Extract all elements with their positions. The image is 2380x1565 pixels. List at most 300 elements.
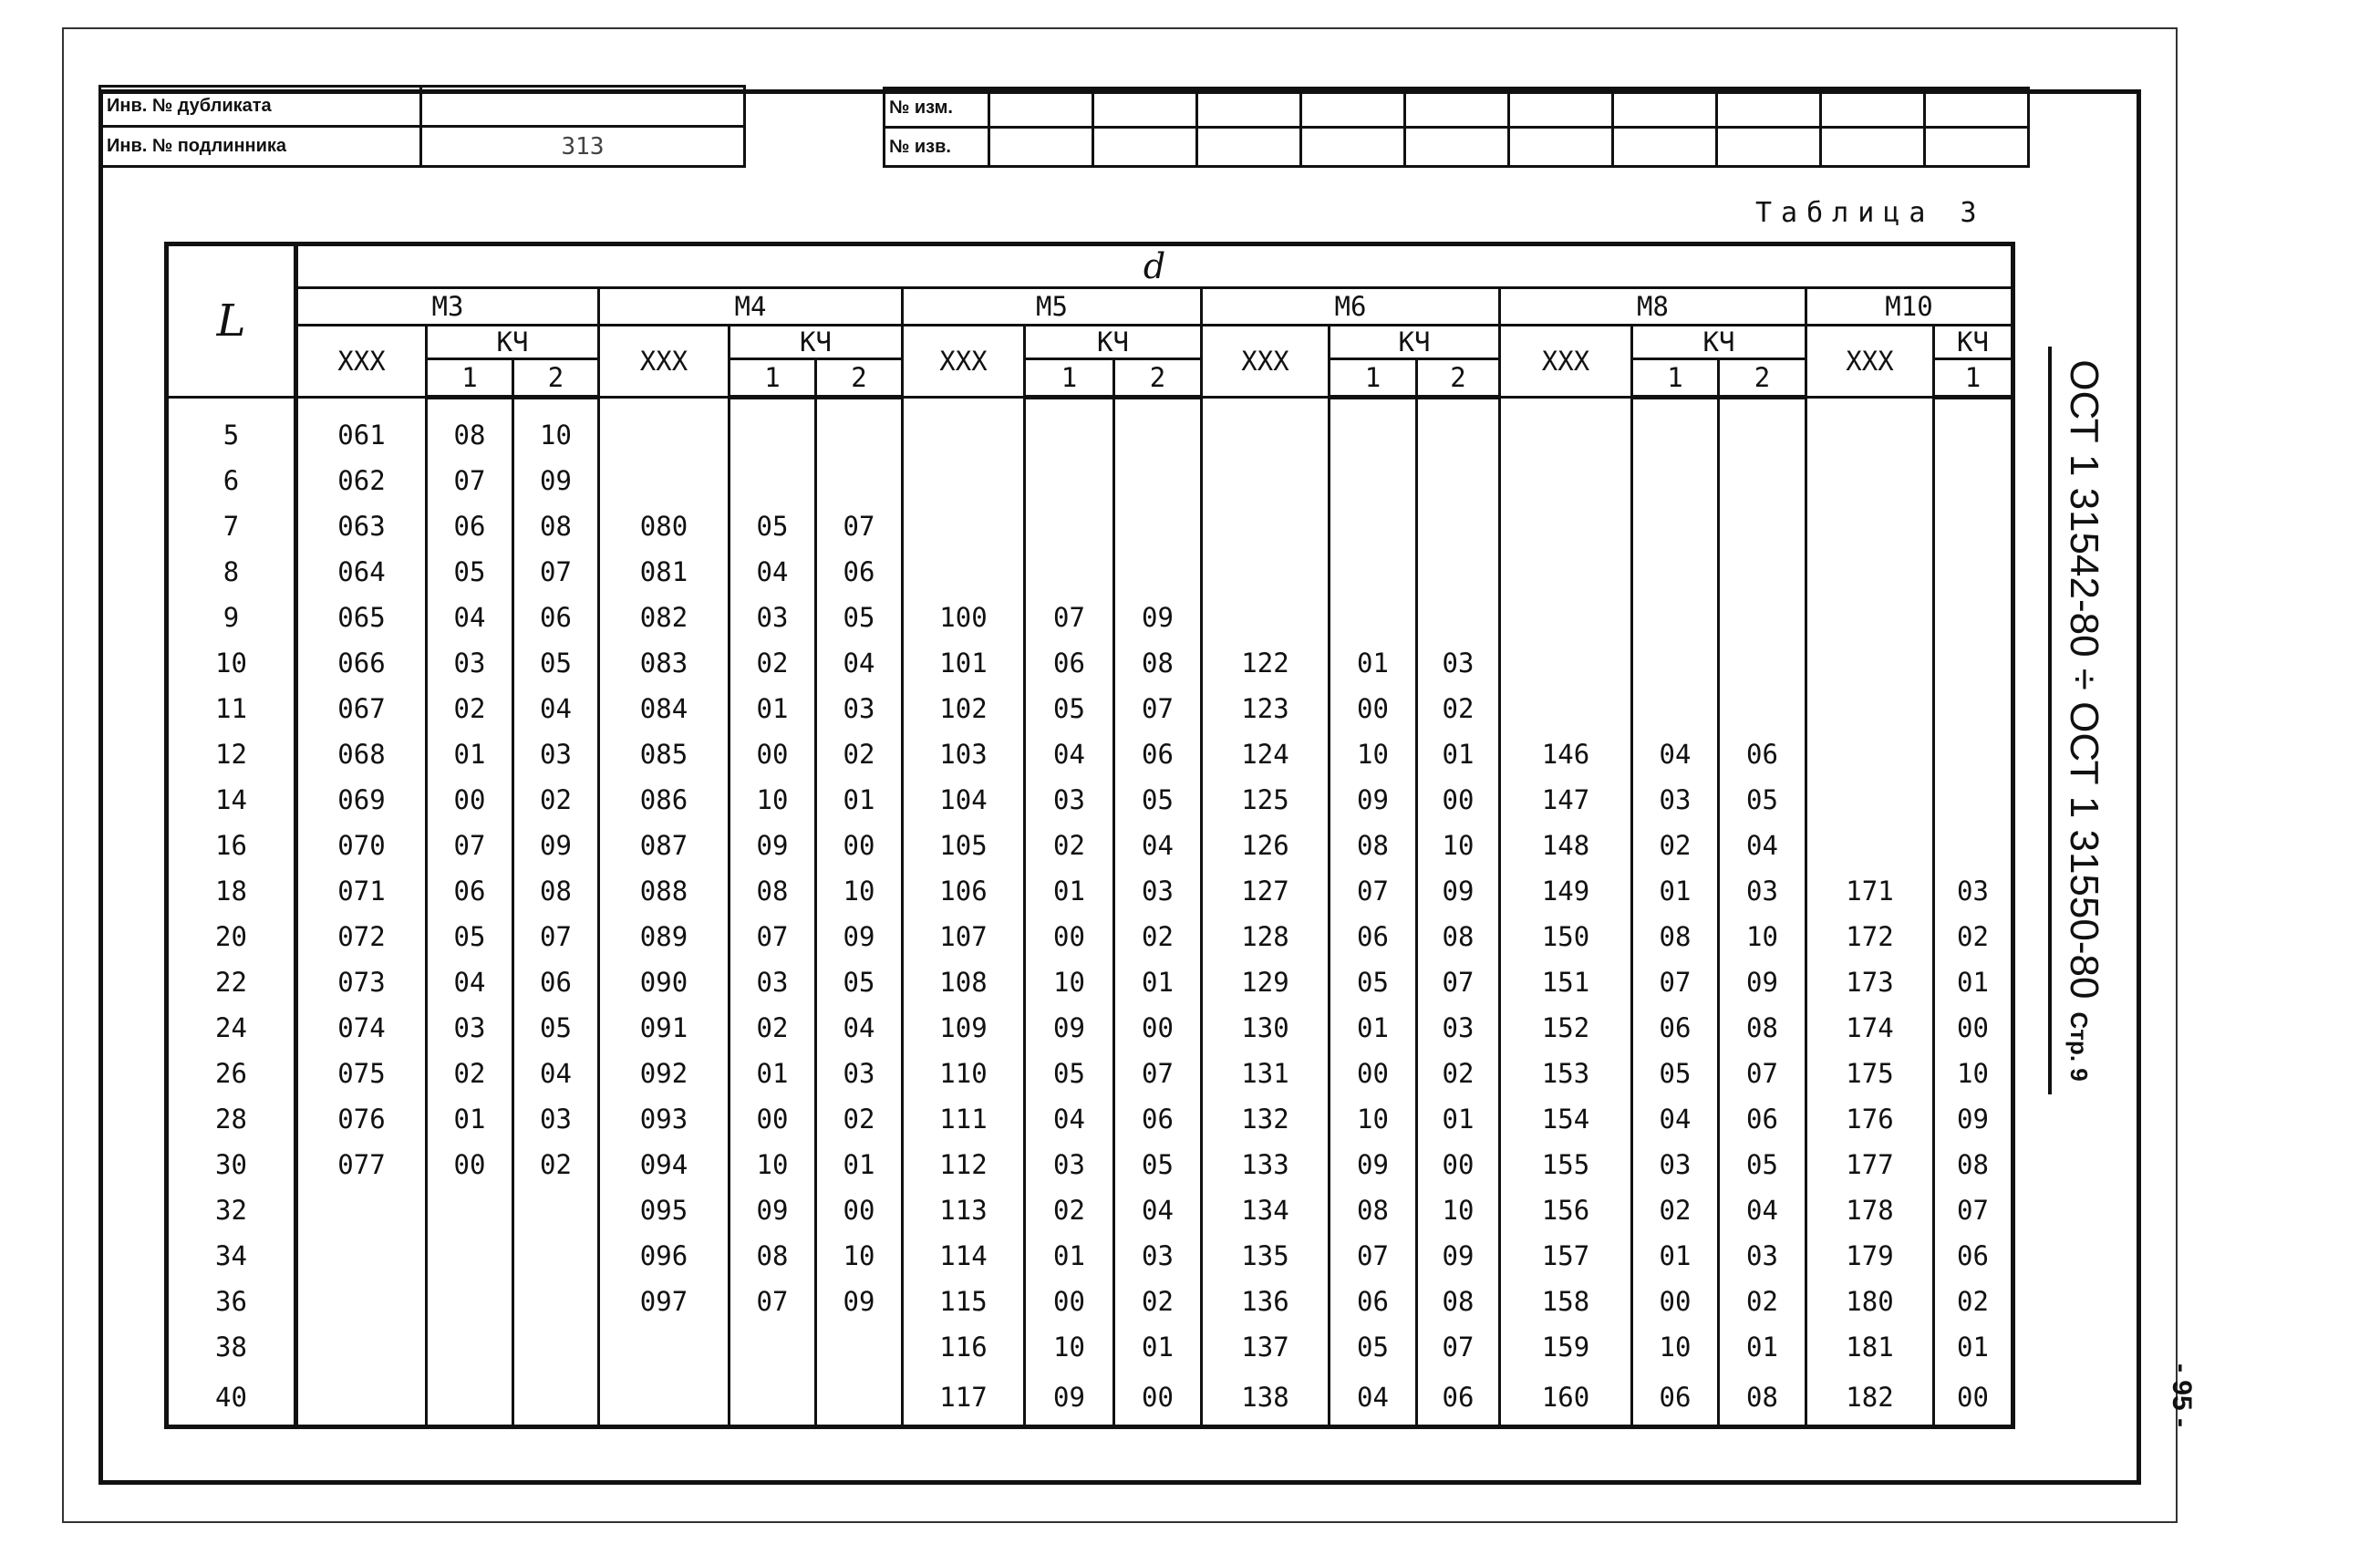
value-cell	[1500, 458, 1632, 503]
value-cell: 05	[816, 595, 903, 640]
value-cell	[1330, 549, 1417, 595]
value-cell: 06	[1417, 1370, 1500, 1427]
value-cell: 153	[1500, 1051, 1632, 1096]
value-cell: 03	[1934, 868, 2013, 914]
value-cell	[1934, 595, 2013, 640]
value-cell: 06	[1330, 914, 1417, 959]
value-cell: 03	[730, 959, 816, 1005]
value-cell: 093	[599, 1096, 730, 1142]
value-cell: 09	[1330, 777, 1417, 823]
value-cell	[1934, 503, 2013, 549]
kch-sub-header: 2	[1114, 359, 1202, 398]
value-cell: 126	[1202, 823, 1330, 868]
value-cell	[816, 398, 903, 459]
value-cell: 180	[1806, 1279, 1934, 1324]
value-cell: 02	[1114, 1279, 1202, 1324]
value-cell: 129	[1202, 959, 1330, 1005]
kch-header: КЧ	[1632, 326, 1806, 359]
value-cell: 02	[1934, 1279, 2013, 1324]
change-cell	[1821, 88, 1925, 128]
value-cell: 04	[1114, 823, 1202, 868]
value-cell: 106	[903, 868, 1025, 914]
value-cell: 160	[1500, 1370, 1632, 1427]
kch-sub-header: 1	[1632, 359, 1719, 398]
value-cell	[1202, 398, 1330, 459]
length-cell: 36	[167, 1279, 296, 1324]
value-cell: 152	[1500, 1005, 1632, 1051]
table-row	[167, 640, 2013, 686]
value-cell: 07	[1934, 1187, 2013, 1233]
xxx-header: XXX	[903, 326, 1025, 398]
value-cell: 08	[730, 1233, 816, 1279]
value-cell: 081	[599, 549, 730, 595]
change-cell	[989, 88, 1093, 128]
value-cell: 02	[1114, 914, 1202, 959]
length-cell: 5	[167, 398, 296, 459]
table-caption: Таблица 3	[1755, 197, 1986, 229]
value-cell: 07	[427, 823, 513, 868]
value-cell: 076	[296, 1096, 427, 1142]
value-cell: 00	[730, 1096, 816, 1142]
value-cell: 04	[730, 549, 816, 595]
value-cell	[1417, 398, 1500, 459]
length-cell: 9	[167, 595, 296, 640]
value-cell	[1934, 458, 2013, 503]
value-cell: 04	[1719, 823, 1806, 868]
notice-cell	[1509, 128, 1613, 167]
value-cell	[1632, 640, 1719, 686]
value-cell: 150	[1500, 914, 1632, 959]
value-cell: 04	[816, 640, 903, 686]
value-cell	[1934, 823, 2013, 868]
value-cell: 177	[1806, 1142, 1934, 1187]
value-cell	[903, 398, 1025, 459]
value-cell: 01	[1719, 1324, 1806, 1370]
value-cell	[1417, 503, 1500, 549]
value-cell: 06	[1719, 1096, 1806, 1142]
d-header: d	[296, 244, 2013, 288]
value-cell: 08	[427, 398, 513, 459]
value-cell: 03	[1025, 1142, 1114, 1187]
value-cell	[730, 1324, 816, 1370]
value-cell	[816, 1370, 903, 1427]
value-cell: 03	[1417, 1005, 1500, 1051]
value-cell: 10	[1417, 1187, 1500, 1233]
value-cell: 07	[1025, 595, 1114, 640]
value-cell	[816, 1324, 903, 1370]
value-cell: 00	[1934, 1370, 2013, 1427]
value-cell: 09	[1330, 1142, 1417, 1187]
value-cell: 088	[599, 868, 730, 914]
value-cell: 102	[903, 686, 1025, 731]
value-cell: 073	[296, 959, 427, 1005]
change-cell	[1197, 88, 1301, 128]
value-cell	[1806, 549, 1934, 595]
value-cell: 07	[427, 458, 513, 503]
value-cell: 09	[1025, 1370, 1114, 1427]
value-cell: 061	[296, 398, 427, 459]
value-cell: 084	[599, 686, 730, 731]
length-cell: 12	[167, 731, 296, 777]
value-cell: 00	[1114, 1370, 1202, 1427]
value-cell: 10	[816, 1233, 903, 1279]
value-cell: 074	[296, 1005, 427, 1051]
value-cell: 05	[1330, 1324, 1417, 1370]
value-cell: 03	[816, 686, 903, 731]
value-cell	[1025, 458, 1114, 503]
value-cell: 148	[1500, 823, 1632, 868]
value-cell: 07	[1632, 959, 1719, 1005]
dup-inventory-label: Инв. № дубликата	[100, 87, 421, 127]
value-cell: 05	[1025, 1051, 1114, 1096]
value-cell: 08	[1330, 823, 1417, 868]
value-cell	[1114, 503, 1202, 549]
value-cell: 03	[1114, 868, 1202, 914]
value-cell: 176	[1806, 1096, 1934, 1142]
value-cell: 08	[1114, 640, 1202, 686]
change-cell	[1405, 88, 1509, 128]
table-row	[167, 549, 2013, 595]
value-cell: 087	[599, 823, 730, 868]
table-row	[167, 1370, 2013, 1427]
value-cell: 085	[599, 731, 730, 777]
value-cell	[1114, 398, 1202, 459]
value-cell	[1202, 458, 1330, 503]
value-cell: 06	[1934, 1233, 2013, 1279]
value-cell	[513, 1370, 599, 1427]
table-row	[167, 731, 2013, 777]
value-cell: 181	[1806, 1324, 1934, 1370]
value-cell: 10	[1025, 1324, 1114, 1370]
value-cell: 113	[903, 1187, 1025, 1233]
value-cell: 136	[1202, 1279, 1330, 1324]
value-cell: 02	[730, 640, 816, 686]
value-cell: 122	[1202, 640, 1330, 686]
value-cell: 112	[903, 1142, 1025, 1187]
value-cell: 04	[816, 1005, 903, 1051]
value-cell: 09	[1417, 1233, 1500, 1279]
value-cell: 069	[296, 777, 427, 823]
value-cell: 05	[730, 503, 816, 549]
value-cell: 082	[599, 595, 730, 640]
value-cell: 06	[513, 959, 599, 1005]
value-cell: 10	[1632, 1324, 1719, 1370]
value-cell: 135	[1202, 1233, 1330, 1279]
value-cell	[1806, 731, 1934, 777]
value-cell	[296, 1187, 427, 1233]
value-cell: 09	[730, 1187, 816, 1233]
inventory-stamp	[98, 85, 746, 168]
kch-header: КЧ	[1025, 326, 1202, 359]
kch-header: КЧ	[730, 326, 903, 359]
table-row	[167, 1051, 2013, 1096]
value-cell	[296, 1279, 427, 1324]
value-cell: 04	[1330, 1370, 1417, 1427]
value-cell: 00	[1025, 914, 1114, 959]
value-cell: 06	[1632, 1005, 1719, 1051]
table-row	[167, 595, 2013, 640]
value-cell: 109	[903, 1005, 1025, 1051]
value-cell	[1025, 549, 1114, 595]
xxx-header: XXX	[296, 326, 427, 398]
change-cell	[1301, 88, 1405, 128]
value-cell	[427, 1233, 513, 1279]
xxx-header: XXX	[1806, 326, 1934, 398]
value-cell: 10	[1417, 823, 1500, 868]
value-cell: 07	[1719, 1051, 1806, 1096]
value-cell: 01	[1025, 868, 1114, 914]
table-row	[167, 1233, 2013, 1279]
table-row	[167, 868, 2013, 914]
change-cell	[1509, 88, 1613, 128]
value-cell: 01	[1114, 1324, 1202, 1370]
length-cell: 20	[167, 914, 296, 959]
value-cell	[1632, 503, 1719, 549]
value-cell: 01	[427, 731, 513, 777]
value-cell: 10	[816, 868, 903, 914]
value-cell: 089	[599, 914, 730, 959]
table-row	[167, 914, 2013, 959]
value-cell: 07	[1114, 686, 1202, 731]
kch-sub-header: 1	[730, 359, 816, 398]
value-cell: 149	[1500, 868, 1632, 914]
value-cell: 06	[1719, 731, 1806, 777]
value-cell: 090	[599, 959, 730, 1005]
value-cell	[903, 549, 1025, 595]
value-cell: 09	[1719, 959, 1806, 1005]
value-cell: 03	[1719, 868, 1806, 914]
value-cell: 07	[513, 914, 599, 959]
value-cell: 05	[427, 549, 513, 595]
table-row	[167, 777, 2013, 823]
value-cell	[730, 1370, 816, 1427]
value-cell	[599, 1370, 730, 1427]
value-cell: 04	[1025, 731, 1114, 777]
value-cell	[1719, 640, 1806, 686]
value-cell: 178	[1806, 1187, 1934, 1233]
value-cell: 137	[1202, 1324, 1330, 1370]
value-cell	[1806, 503, 1934, 549]
table-row	[167, 503, 2013, 549]
value-cell: 00	[816, 823, 903, 868]
value-cell	[1417, 549, 1500, 595]
value-cell	[296, 1233, 427, 1279]
value-cell: 08	[730, 868, 816, 914]
value-cell: 108	[903, 959, 1025, 1005]
value-cell: 00	[816, 1187, 903, 1233]
value-cell: 03	[1025, 777, 1114, 823]
value-cell: 175	[1806, 1051, 1934, 1096]
value-cell: 066	[296, 640, 427, 686]
value-cell: 07	[1330, 1233, 1417, 1279]
value-cell: 06	[427, 503, 513, 549]
value-cell: 09	[730, 823, 816, 868]
notice-cell	[1405, 128, 1509, 167]
length-cell: 8	[167, 549, 296, 595]
value-cell: 04	[513, 1051, 599, 1096]
value-cell: 09	[1025, 1005, 1114, 1051]
value-cell	[1719, 398, 1806, 459]
kch-sub-header: 1	[1934, 359, 2013, 398]
value-cell: 02	[1025, 1187, 1114, 1233]
value-cell: 10	[730, 1142, 816, 1187]
value-cell	[599, 1324, 730, 1370]
length-cell: 24	[167, 1005, 296, 1051]
value-cell	[1202, 549, 1330, 595]
length-cell: 26	[167, 1051, 296, 1096]
length-cell: 40	[167, 1370, 296, 1427]
change-cell	[1093, 88, 1197, 128]
xxx-header: XXX	[599, 326, 730, 398]
orig-inventory-value: 313	[421, 127, 745, 167]
table-row	[167, 1096, 2013, 1142]
value-cell: 147	[1500, 777, 1632, 823]
value-cell: 156	[1500, 1187, 1632, 1233]
value-cell: 01	[1330, 1005, 1417, 1051]
value-cell	[1500, 595, 1632, 640]
value-cell: 092	[599, 1051, 730, 1096]
kch-header: КЧ	[1934, 326, 2013, 359]
value-cell: 02	[1025, 823, 1114, 868]
value-cell: 154	[1500, 1096, 1632, 1142]
value-cell: 103	[903, 731, 1025, 777]
value-cell: 077	[296, 1142, 427, 1187]
value-cell	[903, 458, 1025, 503]
value-cell	[1719, 458, 1806, 503]
value-cell: 07	[1417, 959, 1500, 1005]
value-cell	[1934, 549, 2013, 595]
value-cell	[730, 398, 816, 459]
value-cell: 10	[730, 777, 816, 823]
length-cell: 18	[167, 868, 296, 914]
value-cell: 05	[513, 640, 599, 686]
value-cell	[1330, 398, 1417, 459]
value-cell	[296, 1370, 427, 1427]
notice-number-label: № изв.	[885, 128, 989, 167]
xxx-header: XXX	[1500, 326, 1632, 398]
value-cell: 00	[427, 777, 513, 823]
value-cell: 09	[816, 1279, 903, 1324]
value-cell: 05	[816, 959, 903, 1005]
kch-sub-header: 1	[427, 359, 513, 398]
value-cell: 132	[1202, 1096, 1330, 1142]
value-cell: 04	[1025, 1096, 1114, 1142]
value-cell: 09	[1417, 868, 1500, 914]
length-cell: 14	[167, 777, 296, 823]
length-cell: 28	[167, 1096, 296, 1142]
value-cell	[1806, 686, 1934, 731]
value-cell: 00	[1632, 1279, 1719, 1324]
value-cell: 02	[1632, 823, 1719, 868]
table-row	[167, 458, 2013, 503]
value-cell	[1330, 503, 1417, 549]
value-cell: 01	[1025, 1233, 1114, 1279]
notice-cell	[1613, 128, 1717, 167]
value-cell: 01	[427, 1096, 513, 1142]
value-cell: 09	[1114, 595, 1202, 640]
value-cell: 06	[1114, 731, 1202, 777]
value-cell	[1417, 595, 1500, 640]
value-cell: 091	[599, 1005, 730, 1051]
value-cell: 02	[1632, 1187, 1719, 1233]
value-cell	[1719, 595, 1806, 640]
length-cell: 11	[167, 686, 296, 731]
value-cell: 05	[1114, 777, 1202, 823]
value-cell: 02	[816, 731, 903, 777]
value-cell: 08	[1719, 1370, 1806, 1427]
value-cell: 107	[903, 914, 1025, 959]
value-cell	[1806, 398, 1934, 459]
value-cell	[1719, 503, 1806, 549]
value-cell: 00	[1934, 1005, 2013, 1051]
value-cell	[1114, 458, 1202, 503]
value-cell: 07	[1114, 1051, 1202, 1096]
value-cell	[513, 1279, 599, 1324]
value-cell	[730, 458, 816, 503]
kch-sub-header: 2	[1417, 359, 1500, 398]
value-cell: 01	[1632, 1233, 1719, 1279]
value-cell: 06	[1114, 1096, 1202, 1142]
value-cell	[1202, 595, 1330, 640]
value-cell	[427, 1187, 513, 1233]
value-cell: 110	[903, 1051, 1025, 1096]
notice-cell	[1925, 128, 2029, 167]
change-cell	[1925, 88, 2029, 128]
table-row	[167, 1324, 2013, 1370]
page-label: Стр. 9	[2065, 1011, 2093, 1082]
orig-inventory-label: Инв. № подлинника	[100, 127, 421, 167]
table-row	[167, 398, 2013, 459]
value-cell: 157	[1500, 1233, 1632, 1279]
value-cell: 00	[730, 731, 816, 777]
value-cell	[1500, 640, 1632, 686]
value-cell: 01	[1632, 868, 1719, 914]
value-cell: 08	[1719, 1005, 1806, 1051]
length-cell: 7	[167, 503, 296, 549]
length-cell: 10	[167, 640, 296, 686]
notice-cell	[1093, 128, 1197, 167]
table-row	[167, 959, 2013, 1005]
length-cell: 22	[167, 959, 296, 1005]
page-number: - 95 -	[2167, 1363, 2197, 1428]
length-cell: 34	[167, 1233, 296, 1279]
value-cell: 146	[1500, 731, 1632, 777]
value-cell: 158	[1500, 1279, 1632, 1324]
xxx-header: XXX	[1202, 326, 1330, 398]
value-cell: 08	[1330, 1187, 1417, 1233]
value-cell: 06	[1025, 640, 1114, 686]
value-cell: 08	[1417, 914, 1500, 959]
value-cell: 159	[1500, 1324, 1632, 1370]
value-cell	[1417, 458, 1500, 503]
value-cell	[1114, 549, 1202, 595]
value-cell: 086	[599, 777, 730, 823]
value-cell: 116	[903, 1324, 1025, 1370]
value-cell: 151	[1500, 959, 1632, 1005]
change-cell	[1717, 88, 1821, 128]
value-cell: 01	[816, 1142, 903, 1187]
value-cell: 01	[1114, 959, 1202, 1005]
value-cell: 04	[513, 686, 599, 731]
table-row	[167, 1005, 2013, 1051]
value-cell: 095	[599, 1187, 730, 1233]
value-cell	[1806, 823, 1934, 868]
notice-cell	[1197, 128, 1301, 167]
value-cell: 06	[816, 549, 903, 595]
value-cell: 09	[816, 914, 903, 959]
value-cell: 05	[1114, 1142, 1202, 1187]
value-cell: 02	[513, 1142, 599, 1187]
